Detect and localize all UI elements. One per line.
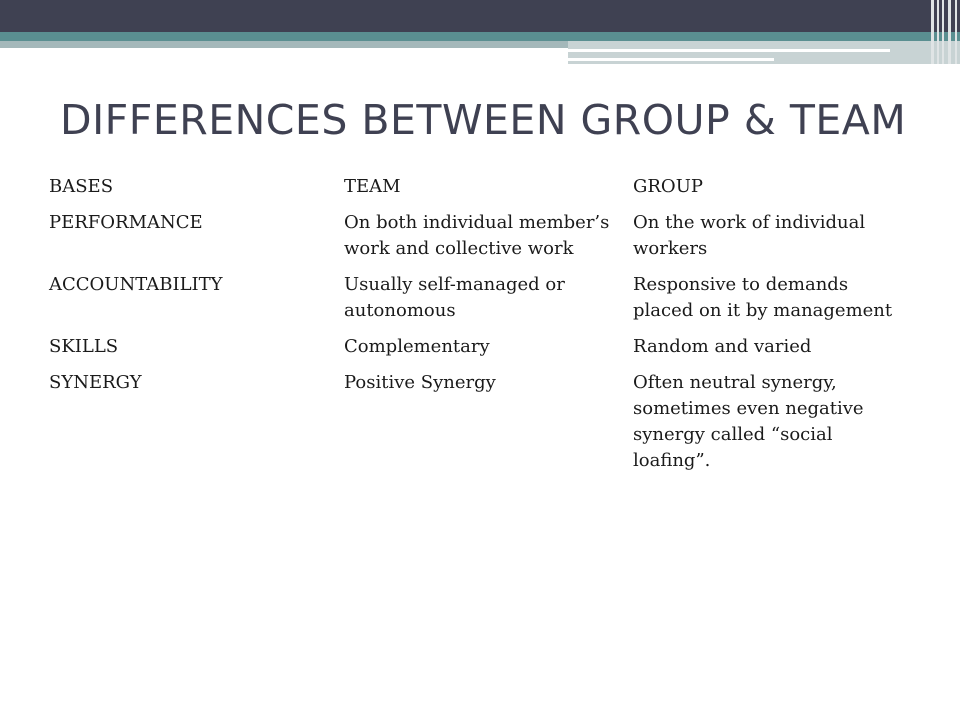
header-bar-dark: [0, 0, 960, 32]
comparison-table: [49, 174, 909, 484]
row-group: Random and varied: [633, 336, 812, 357]
row-basis: SKILLS: [49, 336, 119, 357]
row-team: Usually self-managed or autonomous: [344, 274, 565, 321]
header-group: GROUP: [633, 176, 703, 197]
slide-title: DIFFERENCES BETWEEN GROUP & TEAM: [60, 96, 907, 144]
row-basis: ACCOUNTABILITY: [49, 274, 223, 295]
header-bases: BASES: [49, 176, 114, 197]
header-line: [568, 49, 890, 52]
header-bar-teal: [0, 32, 960, 41]
row-group: Often neutral synergy, sometimes even negative synergy called “social loafing”.: [633, 372, 864, 471]
header-bar-grey: [0, 41, 568, 48]
row-team: On both individual member’s work and collective work: [344, 212, 610, 259]
table-row: [49, 334, 909, 360]
header-team: TEAM: [344, 176, 401, 197]
header-stripe: [948, 0, 951, 64]
table-row: [49, 370, 909, 474]
row-basis: PERFORMANCE: [49, 212, 203, 233]
header-line-short: [568, 58, 774, 61]
row-team: Positive Synergy: [344, 372, 496, 393]
table-row: [49, 272, 909, 324]
row-basis: SYNERGY: [49, 372, 142, 393]
table-row: [49, 210, 909, 262]
row-group: On the work of individual workers: [633, 212, 866, 259]
header-stripe: [937, 0, 939, 64]
header-stripe: [955, 0, 957, 64]
table-header-row: [49, 174, 909, 200]
row-group: Responsive to demands placed on it by management: [633, 274, 893, 321]
row-team: Complementary: [344, 336, 490, 357]
header-stripe: [931, 0, 934, 64]
header-stripe: [942, 0, 944, 64]
